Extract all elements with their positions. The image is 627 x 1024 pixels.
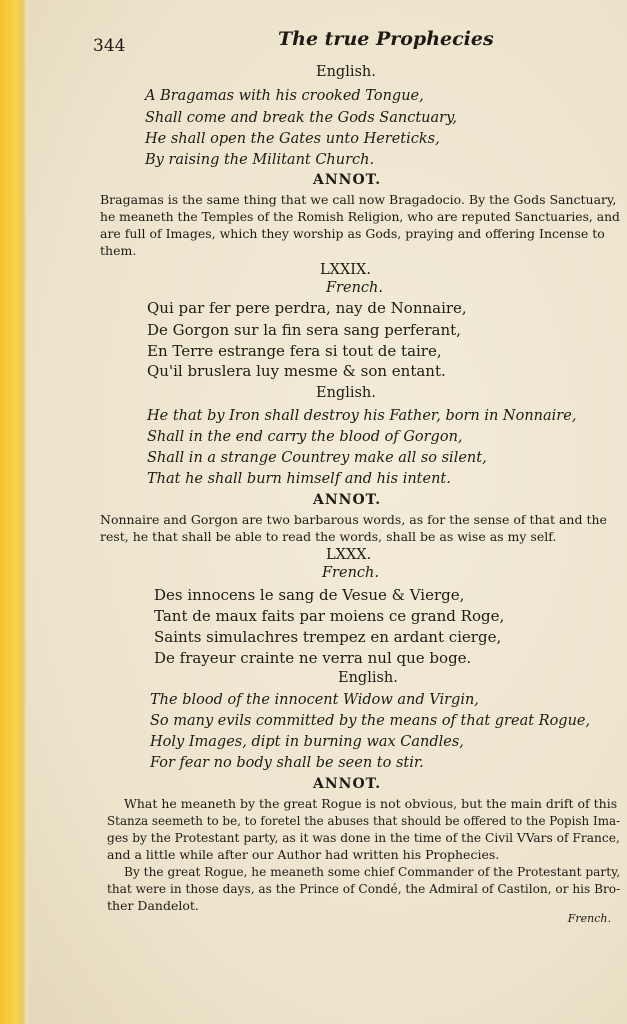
section-heading-french-1: French. bbox=[326, 280, 383, 296]
verse-line: For fear no body shall be seen to stir. bbox=[150, 755, 424, 771]
section-heading-english-1: English. bbox=[316, 64, 376, 80]
annotation-line: he meaneth the Temples of the Romish Religion, who are reputed Sanctuaries, and bbox=[100, 209, 620, 224]
annotation-line: them. bbox=[100, 243, 137, 258]
section-heading-english-3: English. bbox=[338, 670, 398, 686]
verse-line: He that by Iron shall destroy his Father, born in Nonnaire, bbox=[147, 408, 577, 424]
annotation-line: Nonnaire and Gorgon are two barbarous words, as for the sense of that and the bbox=[100, 512, 607, 527]
verse-line: De frayeur crainte ne verra nul que boge. bbox=[154, 649, 472, 667]
section-heading-french-2: French. bbox=[322, 565, 379, 581]
annotation-line: ther Dandelot. bbox=[107, 898, 199, 913]
verse-line: En Terre estrange fera si tout de taire, bbox=[147, 342, 442, 360]
section-heading-english-2: English. bbox=[316, 385, 376, 401]
verse-line: Shall come and break the Gods Sanctuary, bbox=[145, 110, 457, 126]
annotation-line: and a little while after our Author had written his Prophecies. bbox=[107, 847, 500, 862]
verse-line: Saints simulachres trempez en ardant cierge, bbox=[154, 628, 502, 646]
annot-heading: ANNOT. bbox=[313, 492, 382, 508]
annotation-line: that were in those days, as the Prince of Condé, the Admiral of Castilon, or his Bro- bbox=[107, 881, 621, 896]
annotation-line: Bragamas is the same thing that we call now Bragadocio. By the Gods Sanctuary, bbox=[100, 192, 617, 207]
annotation-line: By the great Rogue, he meaneth some chief Commander of the Protestant party, bbox=[124, 864, 621, 879]
annotation-line: Stanza seemeth to be, to foretel the abuses that should be offered to the Popish Ima- bbox=[107, 813, 621, 828]
verse-line: Qui par fer pere perdra, nay de Nonnaire, bbox=[147, 299, 467, 317]
running-title: The true Prophecies bbox=[278, 28, 494, 50]
verse-line: A Bragamas with his crooked Tongue, bbox=[145, 88, 424, 104]
catchword: French. bbox=[567, 912, 611, 925]
annot-heading: ANNOT. bbox=[313, 172, 382, 188]
verse-line: De Gorgon sur la fin sera sang perferant, bbox=[147, 321, 461, 339]
annotation-line: ges by the Protestant party, as it was done in the time of the Civil VVars of France, bbox=[107, 830, 620, 845]
annotation-line: are full of Images, which they worship as Gods, praying and offering Incense to bbox=[100, 226, 605, 241]
quatrain-number: LXXX. bbox=[326, 547, 372, 563]
verse-line: Shall in the end carry the blood of Gorgon, bbox=[147, 429, 463, 445]
verse-line: Qu'il bruslera luy mesme & son entant. bbox=[147, 362, 446, 380]
page-edge-gilt bbox=[0, 0, 28, 1024]
annotation-line: rest, he that shall be able to read the words, shall be as wise as my self. bbox=[100, 529, 557, 544]
annotation-line: What he meaneth by the great Rogue is not obvious, but the main drift of this bbox=[124, 796, 618, 811]
verse-line: The blood of the innocent Widow and Virgin, bbox=[150, 692, 479, 708]
verse-line: Shall in a strange Countrey make all so silent, bbox=[147, 450, 487, 466]
annot-heading: ANNOT. bbox=[313, 776, 382, 792]
verse-line: So many evils committed by the means of that great Rogue, bbox=[150, 713, 591, 729]
verse-line: Holy Images, dipt in burning wax Candles, bbox=[150, 734, 464, 750]
quatrain-number: LXXIX. bbox=[320, 262, 371, 278]
verse-line: Des innocens le sang de Vesue & Vierge, bbox=[154, 586, 465, 604]
verse-line: By raising the Militant Church. bbox=[145, 152, 375, 168]
verse-line: Tant de maux faits par moiens ce grand Roge, bbox=[154, 607, 505, 625]
verse-line: He shall open the Gates unto Hereticks, bbox=[145, 131, 440, 147]
page-number: 344 bbox=[93, 36, 126, 56]
verse-line: That he shall burn himself and his intent. bbox=[147, 471, 451, 487]
